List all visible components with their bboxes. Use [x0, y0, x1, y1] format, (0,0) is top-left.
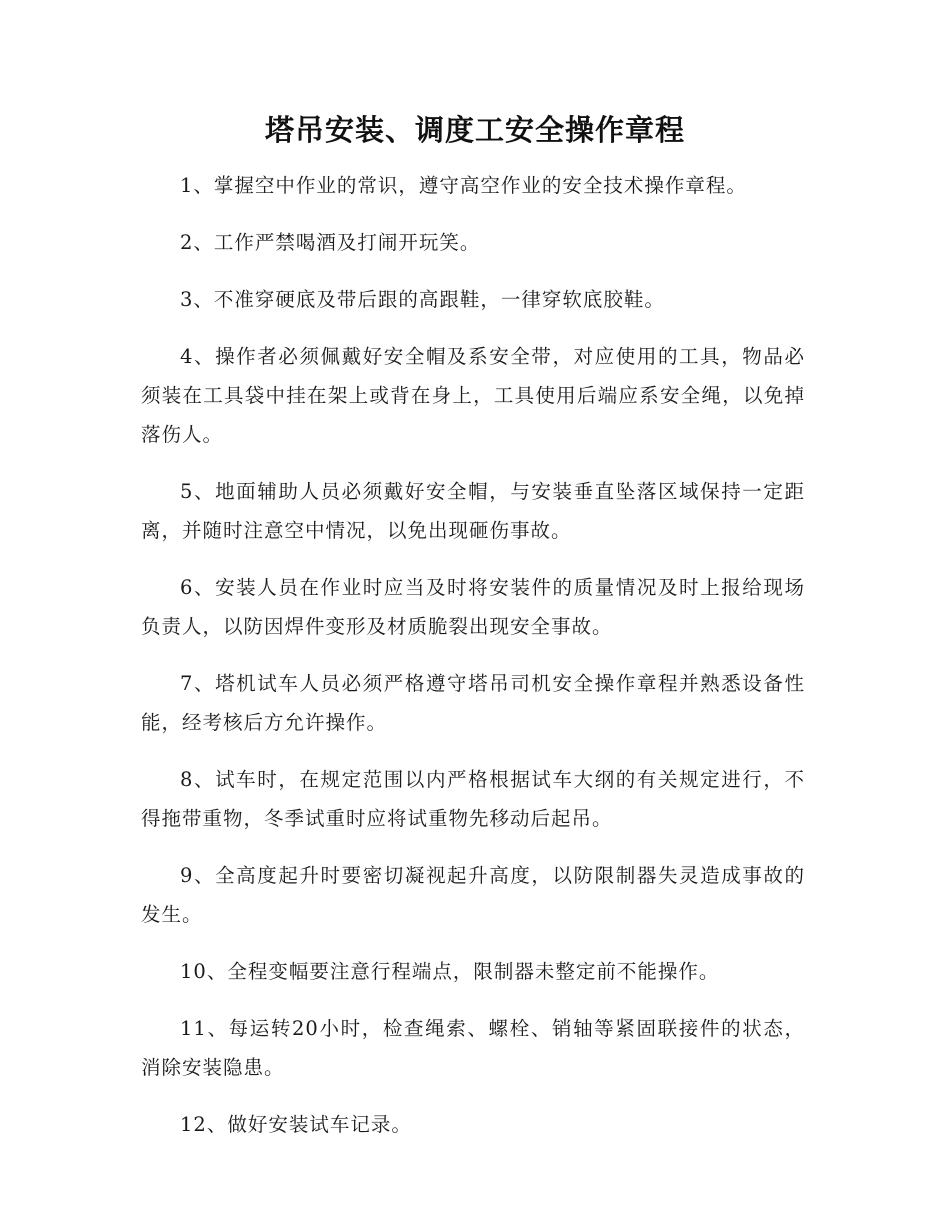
paragraph-4: 4、操作者必须佩戴好安全帽及系安全带，对应使用的工具，物品必须装在工具袋中挂在架上或背在身上，工具使用后端应系安全绳，以免掉落伤人。: [141, 345, 805, 446]
paragraph-7: 7、塔机试车人员必须严格遵守塔吊司机安全操作章程并熟悉设备性能，经考核后方允许操作。: [141, 672, 805, 734]
paragraph-8: 8、试车时，在规定范围以内严格根据试车大纲的有关规定进行，不得拖带重物，冬季试重时应将试重物先移动后起吊。: [141, 768, 805, 830]
paragraph-1: 1、掌握空中作业的常识，遵守高空作业的安全技术操作章程。: [180, 174, 747, 197]
paragraph-9: 9、全高度起升时要密切凝视起升高度，以防限制器失灵造成事故的发生。: [141, 864, 805, 926]
paragraph-10: 10、全程变幅要注意行程端点，限制器未整定前不能操作。: [180, 960, 720, 983]
paragraph-6: 6、安装人员在作业时应当及时将安装件的质量情况及时上报给现场负责人，以防因焊件变形及材质脆裂出现安全事故。: [141, 576, 805, 638]
paragraph-3: 3、不准穿硬底及带后跟的高跟鞋，一律穿软底胶鞋。: [180, 288, 665, 311]
document-body: [141, 166, 805, 1162]
paragraph-2: 2、工作严禁喝酒及打闹开玩笑。: [180, 231, 481, 254]
document-title: 塔吊安装、调度工安全操作章程: [264, 113, 685, 147]
paragraph-5: 5、地面辅助人员必须戴好安全帽，与安装垂直坠落区域保持一定距离，并随时注意空中情况，以免出现砸伤事故。: [141, 480, 805, 542]
paragraph-11: 11、每运转20小时，检查绳索、螺栓、销轴等紧固联接件的状态，消除安装隐患。: [141, 1017, 805, 1079]
paragraph-12: 12、做好安装试车记录。: [180, 1113, 412, 1136]
